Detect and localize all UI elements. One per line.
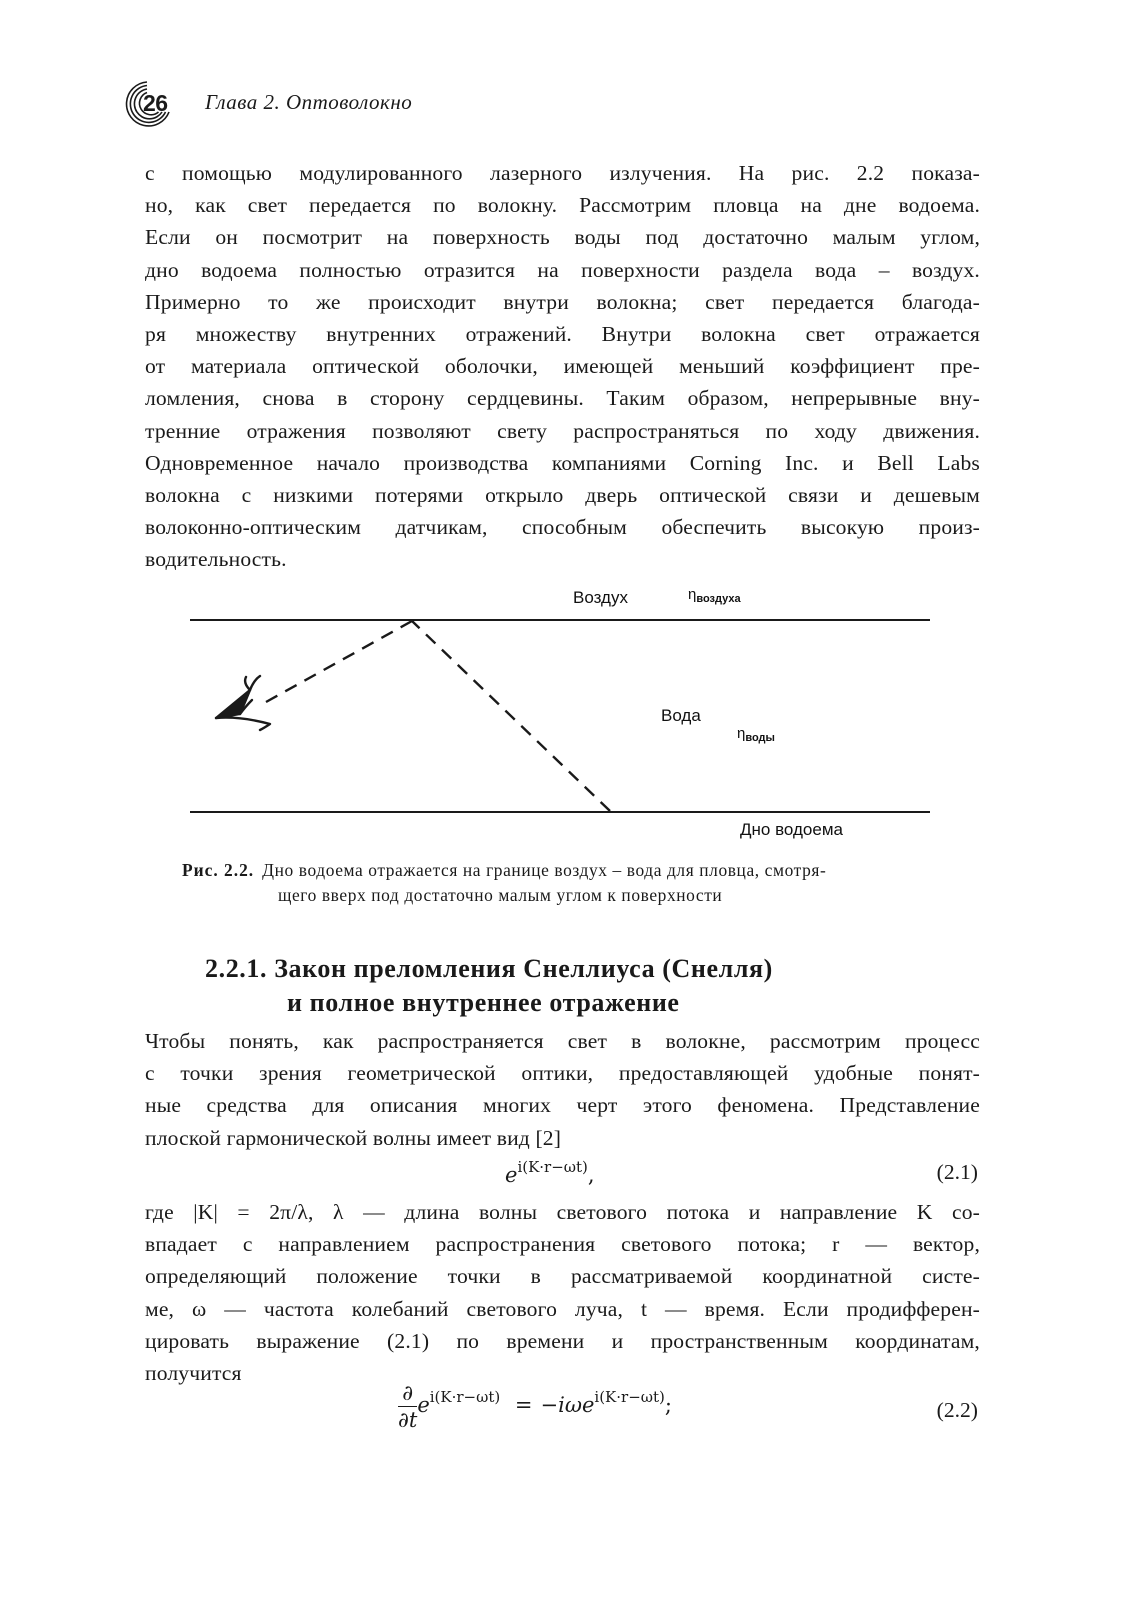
text-line: с точки зрения геометрической оптики, предоставляющей удобные понят- (145, 1061, 980, 1086)
frac-denominator: ∂t (398, 1408, 418, 1432)
eq-trailing: , (587, 1163, 595, 1187)
eta-subscript: воздуха (696, 593, 741, 605)
partial-fraction (398, 1380, 417, 1433)
text-line: ные средства для описания многих черт этого феномена. Представление (145, 1093, 980, 1118)
paragraph-definitions (145, 1196, 980, 1389)
eta-air (688, 586, 741, 605)
eq-exponent: i(K·r−ωt) (594, 1388, 665, 1406)
eq-rhs: −iωe (540, 1393, 595, 1417)
page-header (113, 76, 1013, 132)
text-line: водительность. (145, 547, 287, 572)
text-line: впадает с направлением распространения светового потока; r — вектор, (145, 1232, 980, 1257)
text-line: ломления, снова в сторону сердцевины. Таким образом, непрерывные вну- (145, 386, 980, 411)
text-line: ря множеству внутренних отражений. Внутри волокна свет отражается (145, 322, 980, 347)
figure-caption (182, 858, 982, 908)
page-number: 26 (143, 90, 168, 116)
equation-number: (2.1) (936, 1160, 978, 1184)
section-heading-line: 2.2.1. Закон преломления Снеллиуса (Снелля) (205, 954, 773, 983)
text-line: с помощью модулированного лазерного излучения. На рис. 2.2 показа- (145, 161, 980, 185)
figure-reflection-diagram (180, 582, 940, 844)
text-line: от материала оптической оболочки, имеющей меньший коэффициент пре- (145, 354, 980, 379)
eq-exponent: i(K·r−ωt) (429, 1388, 501, 1406)
label-water: Вода (661, 706, 701, 725)
running-head: Глава 2. Оптоволокно (205, 90, 413, 114)
text-line: Примерно то же происходит внутри волокна; свет передается благода- (145, 289, 980, 314)
paragraph-plane-wave (145, 1025, 980, 1154)
paragraph-intro (145, 157, 980, 576)
eta-subscript: воды (745, 732, 775, 744)
section-heading-line: и полное внутреннее отражение (287, 988, 680, 1017)
eq-base: e (417, 1393, 430, 1417)
text-line: дно водоема полностью отразится на поверхности раздела вода – воздух. (145, 257, 980, 282)
text-line: волоконно-оптическим датчикам, способным обеспечить высокую произ- (145, 515, 980, 540)
ray-incident (412, 621, 610, 811)
label-bottom: Дно водоема (740, 820, 843, 839)
eye-icon (216, 676, 270, 730)
text-line: но, как свет передается по волокну. Рассмотрим пловца на дне водоема. (145, 193, 980, 218)
text-line: Одновременное начало производства компаниями Corning Inc. и Bell Labs (145, 450, 980, 475)
equation-number: (2.2) (936, 1398, 978, 1422)
reflection-diagram (180, 582, 940, 844)
caption-label: Рис. 2.2. (182, 860, 255, 880)
eta-symbol: η (737, 725, 746, 742)
caption-text-line: Дно водоема отражается на границе воздух – вода для пловца, смотря- (262, 860, 827, 880)
eta-water (737, 725, 775, 744)
equation-2-1 (505, 1158, 595, 1187)
eq-trailing: ; (664, 1393, 672, 1417)
section-heading (205, 952, 965, 1020)
text-line: где |K| = 2π/λ, λ — длина волны светового потока и направление K со- (145, 1200, 980, 1224)
eq-equals: = (514, 1393, 533, 1417)
text-line: получится (145, 1361, 242, 1386)
text-line: ме, ω — частота колебаний светового луча, t — время. Если продифферен- (145, 1296, 980, 1321)
eq-base: e (505, 1163, 518, 1187)
text-line: плоской гармонической волны имеет вид [2] (145, 1125, 562, 1150)
text-line: цировать выражение (2.1) по времени и пространственным координатам, (145, 1328, 980, 1353)
caption-text-line: щего вверх под достаточно малым углом к поверхности (278, 885, 723, 905)
ray-reflected (266, 621, 412, 702)
text-line: Если он посмотрит на поверхность воды под достаточно малым углом, (145, 225, 980, 250)
text-line: волокна с низкими потерями открыло дверь оптической связи и дешевым (145, 483, 980, 508)
frac-numerator: ∂ (398, 1380, 417, 1407)
text-line: определяющий положение точки в рассматриваемой координатной систе- (145, 1264, 980, 1289)
eq-exponent: i(K·r−ωt) (517, 1158, 588, 1176)
equation-2-2 (398, 1380, 672, 1433)
text-line: тренние отражения позволяют свету распространяться по ходу движения. (145, 418, 980, 443)
label-air: Воздух (573, 588, 628, 607)
text-line: Чтобы понять, как распространяется свет в волокне, рассмотрим процесс (145, 1029, 980, 1053)
eta-symbol: η (688, 586, 697, 603)
